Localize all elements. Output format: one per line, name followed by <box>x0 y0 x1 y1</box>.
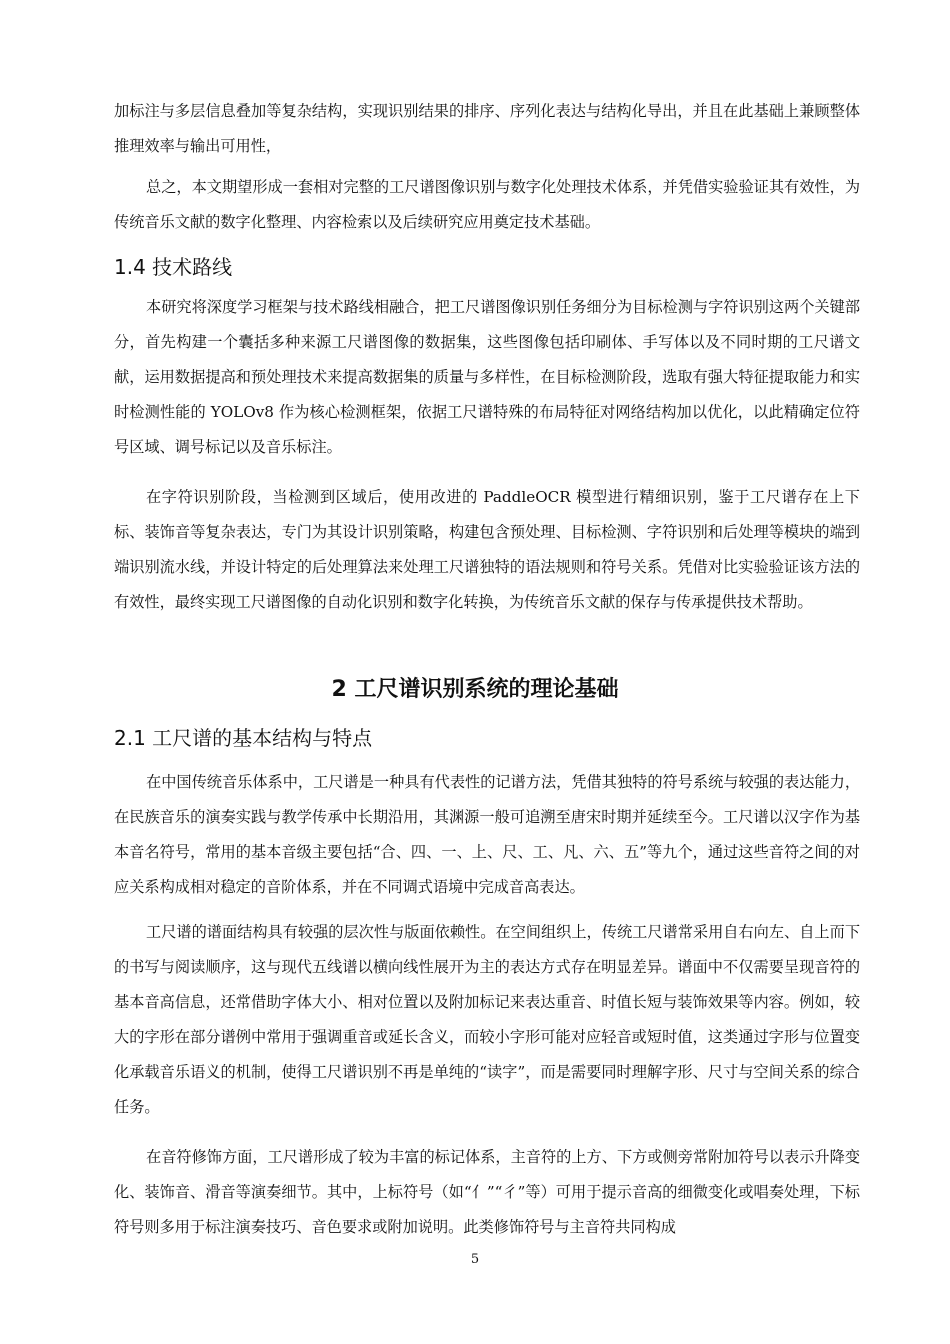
section-heading-2-1: 2.1 工尺谱的基本结构与特点 <box>114 726 373 750</box>
page-number: 5 <box>470 1252 480 1267</box>
paragraph-summary: 总之，本文期望形成一套相对完整的工尺谱图像识别与数字化处理技术体系，并凭借实验验证其有效性，为传统音乐文献的数字化整理、内容检索以及后续研究应用奠定技术基础。 <box>114 178 860 231</box>
paragraph-basic-structure-1: 在中国传统音乐体系中，工尺谱是一种具有代表性的记谱方法，凭借其独特的符号系统与较强的表达能力，在民族音乐的演奏实践与教学传承中长期沿用，其渊源一般可追溯至唐宋时期并延续至今。工尺谱以汉字作为基本音名符号，常用的基本音级主要包括“合、四、一、上、尺、工、凡、六、五”等九个，通过这些音符之间的对应关系构成相对稳定的音阶体系，并在不同调式语境中完成音高表达。 <box>114 773 860 896</box>
paragraph-basic-structure-3: 在音符修饰方面，工尺谱形成了较为丰富的标记体系，主音符的上方、下方或侧旁常附加符号以表示升降变化、装饰音、滑音等演奏细节。其中，上标符号（如“亻”“彳”等）可用于提示音高的细微变化或唱奏处理，下标符号则多用于标注演奏技巧、音色要求或附加说明。此类修饰符号与主音符共同构成 <box>114 1148 860 1236</box>
paragraph-technical-route-2: 在字符识别阶段，当检测到区域后，使用改进的 PaddleOCR 模型进行精细识别，鉴于工尺谱存在上下标、装饰音等复杂表达，专门为其设计识别策略，构建包含预处理、目标检测、字符识别和后处理等模块的端到端识别流水线，并设计特定的后处理算法来处理工尺谱独特的语法规则和符号关系。凭借对比实验验证该方法的有效性，最终实现工尺谱图像的自动化识别和数字化转换，为传统音乐文献的保存与传承提供技术帮助。 <box>114 488 860 611</box>
chapter-heading-2: 2 工尺谱识别系统的理论基础 <box>331 677 619 702</box>
paragraph-basic-structure-2: 工尺谱的谱面结构具有较强的层次性与版面依赖性。在空间组织上，传统工尺谱常采用自右向左、自上而下的书写与阅读顺序，这与现代五线谱以横向线性展开为主的表达方式存在明显差异。谱面中不仅需要呈现音符的基本音高信息，还常借助字体大小、相对位置以及附加标记来表达重音、时值长短与装饰效果等内容。例如，较大的字形在部分谱例中常用于强调重音或延长含义，而较小字形可能对应轻音或短时值，这类通过字形与位置变化承载音乐语义的机制，使得工尺谱识别不再是单纯的“读字”，而是需要同时理解字形、尺寸与空间关系的综合任务。 <box>114 923 860 1116</box>
paragraph-technical-route-1: 本研究将深度学习框架与技术路线相融合，把工尺谱图像识别任务细分为目标检测与字符识别这两个关键部分，首先构建一个囊括多种来源工尺谱图像的数据集，这些图像包括印刷体、手写体以及不同时期的工尺谱文献，运用数据提高和预处理技术来提高数据集的质量与多样性，在目标检测阶段，选取有强大特征提取能力和实时检测性能的 YOLOv8 作为核心检测框架，依据工尺谱特殊的布局特征对网络结构加以优化，以此精确定位符号区域、调号标记以及音乐标注。 <box>114 298 860 456</box>
paragraph-continuation: 加标注与多层信息叠加等复杂结构，实现识别结果的排序、序列化表达与结构化导出，并且在此基础上兼顾整体推理效率与输出可用性， <box>114 102 860 155</box>
section-heading-1-4: 1.4 技术路线 <box>114 255 233 279</box>
